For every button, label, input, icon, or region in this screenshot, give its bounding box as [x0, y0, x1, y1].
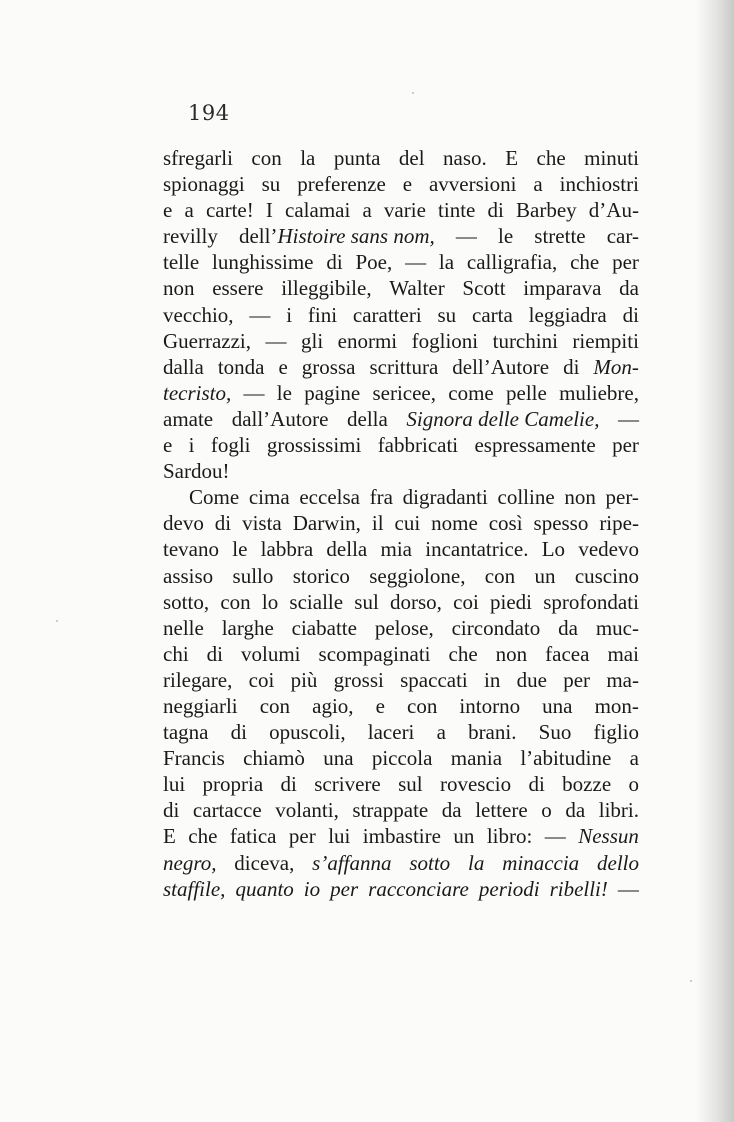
word: grossissimi [266, 433, 362, 458]
word: illeggibile, [281, 276, 372, 301]
word: così [488, 511, 523, 536]
word: caratteri [352, 302, 422, 327]
word: dalla [163, 354, 204, 379]
word: o [541, 798, 552, 823]
word: Francis [163, 746, 225, 771]
word: chi [163, 641, 189, 666]
word: laceri [367, 720, 415, 745]
text-line [163, 876, 639, 902]
word: per [612, 250, 639, 275]
word: strappate [352, 798, 429, 823]
word: sprofondati [543, 589, 639, 614]
text-line [163, 589, 639, 615]
word: colline [497, 485, 555, 510]
word: amate [163, 406, 214, 431]
word: minuti [584, 146, 639, 170]
word: per [612, 433, 639, 458]
word: Mon- [593, 354, 639, 379]
page-number: 194 [188, 101, 230, 125]
word: Scott [462, 276, 506, 301]
word: circondato [451, 615, 541, 640]
word: che [188, 824, 218, 849]
text-line [163, 745, 639, 771]
word: ma- [606, 667, 639, 692]
word: strette [534, 224, 586, 249]
word: car- [606, 224, 639, 249]
word: ribelli! [549, 876, 608, 901]
word: a [184, 198, 194, 223]
word: sul [398, 772, 423, 797]
word: sul [354, 589, 379, 614]
word: sotto [409, 850, 451, 875]
text-line [163, 354, 639, 380]
word: la [300, 146, 316, 170]
word: tonda [217, 354, 265, 379]
word: di [206, 641, 223, 666]
word: spaccati [400, 667, 468, 692]
word: tagna [163, 720, 209, 745]
word: con [259, 693, 291, 718]
word: su [437, 302, 457, 327]
word: grossa [301, 354, 356, 379]
word: figlio [593, 720, 639, 745]
page-text [163, 145, 639, 902]
word: coi [248, 667, 275, 692]
word: Suo [538, 720, 572, 745]
word: — [243, 380, 265, 405]
word: dello [597, 850, 639, 875]
word: da [558, 615, 578, 640]
word: non [564, 485, 596, 510]
word: Lo [541, 537, 566, 562]
word: le [276, 380, 292, 405]
word: di [622, 302, 639, 327]
word: Sardou! [163, 459, 230, 484]
word: di [528, 772, 545, 797]
word: per [330, 876, 359, 901]
word: avversioni [428, 172, 517, 197]
word: a [362, 198, 372, 223]
word: di [326, 250, 343, 275]
word: lettere [475, 798, 528, 823]
word: a [533, 172, 543, 197]
word: tevano [163, 537, 219, 562]
text-line [163, 406, 639, 432]
word: cuscino [574, 563, 639, 588]
word: mia [380, 537, 412, 562]
word: calamai [285, 198, 351, 223]
word: da [441, 798, 462, 823]
word: Come [189, 485, 240, 510]
text-line [163, 458, 639, 484]
word: con [251, 146, 282, 170]
word: calligrafia, [466, 250, 558, 275]
word: l’abitudine [520, 746, 612, 771]
word: bozze [562, 772, 612, 797]
word: diceva, [234, 850, 295, 875]
word: io [303, 876, 321, 901]
word: labbra [260, 537, 314, 562]
text-line [163, 302, 639, 328]
word: I [265, 198, 273, 223]
text-line [163, 563, 639, 589]
word: di [563, 354, 580, 379]
word: nelle [163, 615, 204, 640]
word: una [323, 746, 354, 771]
word: eccelsa [299, 485, 360, 510]
word: con [484, 563, 516, 588]
word: d’Au- [588, 198, 639, 223]
word: ripe- [599, 511, 639, 536]
word: E [505, 146, 519, 170]
word: le [232, 537, 248, 562]
word: della [347, 406, 388, 431]
word: su [261, 172, 281, 197]
word: foglioni [411, 328, 479, 353]
word: come [448, 380, 494, 405]
word: ciabatte [291, 615, 357, 640]
word: — [265, 328, 287, 353]
word: in [484, 667, 501, 692]
word: che [448, 641, 478, 666]
word: imbastire [362, 824, 441, 849]
word: di [230, 720, 247, 745]
word: mon- [594, 693, 639, 718]
word: coi [453, 589, 479, 614]
word: inchiostri [559, 172, 639, 197]
word: imparava [523, 276, 602, 301]
word: pelle [506, 380, 547, 405]
text-line [163, 693, 639, 719]
word: rovescio [439, 772, 512, 797]
word: piccola [371, 746, 433, 771]
word: dorso, [390, 589, 442, 614]
text-line [163, 484, 639, 510]
word: tinte [438, 198, 476, 223]
word: il [371, 511, 384, 536]
word: sfregarli [163, 146, 233, 170]
word: fini [307, 302, 338, 327]
word: enormi [337, 328, 398, 353]
word: due [516, 667, 547, 692]
word: di [487, 198, 504, 223]
scan-speck [56, 620, 58, 622]
word: racconciare [368, 876, 469, 901]
word: revilly [163, 224, 218, 249]
text-line [163, 719, 639, 745]
word: devo [163, 511, 204, 536]
text-line [163, 328, 639, 354]
word: muc- [595, 615, 639, 640]
word: vista [242, 511, 282, 536]
word: non [163, 276, 195, 301]
word: pelose, [374, 615, 434, 640]
word: leggiadra [528, 302, 607, 327]
word: da [565, 798, 586, 823]
word: di [280, 772, 297, 797]
text-line [163, 145, 639, 171]
word: sericee, [372, 380, 436, 405]
word: — [617, 876, 639, 901]
word: cima [248, 485, 290, 510]
word: — [405, 250, 427, 275]
binding-shadow [696, 0, 734, 1122]
word: opuscoli, [269, 720, 346, 745]
scan-speck [690, 980, 692, 982]
word: grossi [333, 667, 384, 692]
word: tecristo, [163, 380, 232, 405]
word: della [326, 537, 368, 562]
word: spesso [533, 511, 589, 536]
word: i [286, 302, 293, 327]
word: nome [431, 511, 478, 536]
word: lui [163, 772, 186, 797]
word: seggiolone, [369, 563, 466, 588]
word: chiamò [243, 746, 305, 771]
word: e [402, 172, 413, 197]
word: brani. [468, 720, 517, 745]
word: assiso [163, 563, 214, 588]
word: da [619, 276, 639, 301]
text-line [163, 850, 639, 876]
word: gli [301, 328, 324, 353]
text-line [163, 432, 639, 458]
word: mania [450, 746, 503, 771]
word: staffile, [163, 876, 226, 901]
word: quanto [235, 876, 294, 901]
word: Nessun [578, 824, 639, 849]
word: Barbey [516, 198, 577, 223]
word: sullo [232, 563, 274, 588]
word: che [570, 250, 600, 275]
word: facea [545, 641, 590, 666]
paragraph-1 [163, 145, 639, 484]
word: cartacce [192, 798, 262, 823]
word: sotto, [163, 589, 210, 614]
word: per [288, 824, 316, 849]
text-line [163, 380, 639, 406]
word: volumi [241, 641, 301, 666]
word: scompaginati [318, 641, 431, 666]
word: espressamente [474, 433, 596, 458]
paragraph-2 [163, 484, 639, 902]
word: punta [333, 146, 381, 170]
word: le [498, 224, 514, 249]
text-line [163, 797, 639, 823]
word: vedevo [578, 537, 639, 562]
word: dell’Autore [452, 354, 550, 379]
word: digradanti [402, 485, 488, 510]
word: fra [369, 485, 393, 510]
word: telle [163, 250, 200, 275]
word: fogli [210, 433, 251, 458]
word: libro: [486, 824, 533, 849]
text-line [163, 771, 639, 797]
word: la [468, 850, 485, 875]
word: intorno [459, 693, 521, 718]
word: più [290, 667, 318, 692]
word: minaccia [502, 850, 580, 875]
word: e [278, 354, 288, 379]
word: a [629, 746, 639, 771]
word: agio, [312, 693, 354, 718]
word: negro, [163, 850, 217, 875]
text-line [163, 275, 639, 301]
word: fabbricati [377, 433, 459, 458]
word: per [563, 667, 591, 692]
text-line [163, 223, 639, 249]
word: Guerrazzi, [163, 328, 252, 353]
word: periodi [478, 876, 540, 901]
text-line [163, 615, 639, 641]
word: piedi [490, 589, 533, 614]
word: carte! [205, 198, 254, 223]
word: Darwin, [292, 511, 361, 536]
word: turchini [492, 328, 558, 353]
text-line [163, 641, 639, 667]
word: incantatrice. [425, 537, 529, 562]
word: con [407, 693, 438, 718]
word: per- [605, 485, 639, 510]
word: non [495, 641, 528, 666]
text-line [163, 510, 639, 536]
word: fatica [229, 824, 277, 849]
word: — [455, 224, 477, 249]
word: scrivere [314, 772, 381, 797]
word: e [163, 433, 173, 458]
text-line [163, 536, 639, 562]
word: naso. [443, 146, 487, 170]
word: lunghissime [211, 250, 314, 275]
word: muliebre, [559, 380, 639, 405]
text-line [163, 249, 639, 275]
word: dall’Autore [231, 406, 329, 431]
word: vecchio, [163, 302, 234, 327]
text-line [163, 197, 639, 223]
word: E [163, 824, 176, 849]
word: Walter [389, 276, 445, 301]
word: e [163, 198, 173, 223]
word: pagine [304, 380, 361, 405]
word: con [220, 589, 251, 614]
word: — [618, 406, 639, 431]
word: Signora delle Camelie, [406, 406, 600, 431]
word: neggiarli [163, 693, 238, 718]
word: un [453, 824, 475, 849]
word: spionaggi [163, 172, 245, 197]
word: propria [202, 772, 264, 797]
word: s’affanna [312, 850, 392, 875]
text-line [163, 667, 639, 693]
word: mai [607, 641, 639, 666]
word: preferenze [297, 172, 386, 197]
text-line [163, 171, 639, 197]
word: di [163, 798, 180, 823]
word: storico [292, 563, 350, 588]
word: scialle [289, 589, 344, 614]
word: una [542, 693, 573, 718]
word: lo [261, 589, 279, 614]
word: dell’Histoire sans nom, [238, 224, 435, 249]
word: carta [472, 302, 513, 327]
word: volanti, [275, 798, 339, 823]
word: del [398, 146, 425, 170]
word: — [544, 824, 566, 849]
scan-speck [412, 92, 414, 94]
word: o [628, 772, 639, 797]
word: libri. [598, 798, 639, 823]
word: riempiti [572, 328, 639, 353]
word: la [438, 250, 455, 275]
word: varie [383, 198, 426, 223]
word: di [214, 511, 232, 536]
word: lui [328, 824, 351, 849]
word: larghe [221, 615, 274, 640]
word: scrittura [369, 354, 439, 379]
word: e [375, 693, 385, 718]
word: cui [394, 511, 421, 536]
word: a [436, 720, 446, 745]
word: — [249, 302, 271, 327]
word: essere [212, 276, 264, 301]
word: un [534, 563, 556, 588]
word: rilegare, [163, 667, 233, 692]
text-line [163, 823, 639, 849]
word: che [536, 146, 566, 170]
word: i [188, 433, 195, 458]
word: Poe, [355, 250, 393, 275]
